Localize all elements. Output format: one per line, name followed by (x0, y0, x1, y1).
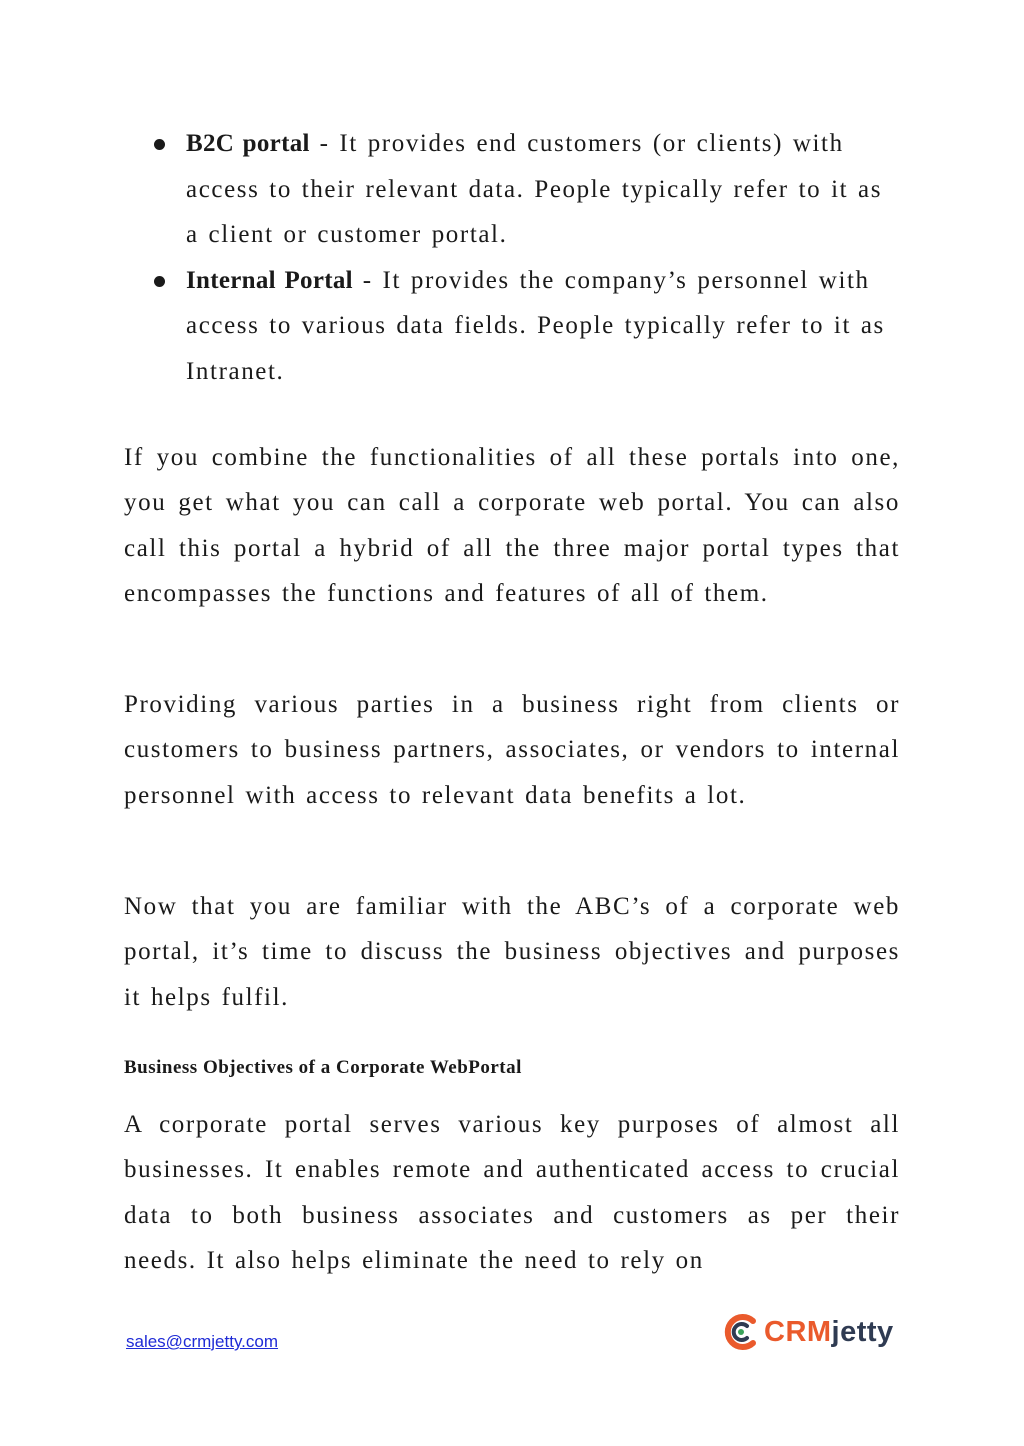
logo-wordmark (764, 1316, 894, 1349)
section-heading: Business Objectives of a Corporate WebPortal (124, 1057, 522, 1078)
logo-text-crm: CRM (764, 1315, 832, 1348)
portal-types-list (152, 121, 902, 394)
bullet-icon (154, 139, 165, 150)
bullet-icon (154, 276, 165, 287)
crmjetty-logo-icon (720, 1312, 760, 1352)
bullet-text: It provides the company’s personnel with access to various data fields. People typically refer to it as Intranet. (186, 266, 885, 385)
bullet-text: It provides end customers (or clients) with access to their relevant data. People typically refer to it as a client or customer portal. (186, 130, 883, 248)
bullet-separator: - (352, 266, 383, 294)
paragraph-abc: Now that you are familiar with the ABC’s of a corporate web portal, it’s time to discuss the business objectives and purposes it helps fulfil. (124, 893, 900, 1011)
paragraph-corporate-portal: If you combine the functionalities of all these portals into one, you get what you can call a corporate web portal. You can also call this portal a hybrid of all the three major portal types that encompasses the functions and features of all of them. (124, 444, 900, 607)
list-item (152, 121, 902, 258)
bullet-separator: - (309, 130, 340, 157)
paragraph-business-objectives: A corporate portal serves various key purposes of almost all businesses. It enables remote and authenticated access to crucial data to both business associates and customers as per their needs. It also helps eliminate the need to rely on (124, 1111, 900, 1274)
list-item (152, 258, 902, 395)
bullet-term: Internal Portal (186, 266, 353, 294)
bullet-term: B2C portal (186, 130, 310, 157)
crmjetty-logo (720, 1310, 894, 1354)
email-link[interactable]: sales@crmjetty.com (126, 1332, 279, 1351)
logo-text-jetty: jetty (831, 1315, 894, 1348)
paragraph-providing-access: Providing various parties in a business right from clients or customers to business partners, associates, or vendors to internal personnel with access to relevant data benefits a lot. (124, 691, 900, 809)
